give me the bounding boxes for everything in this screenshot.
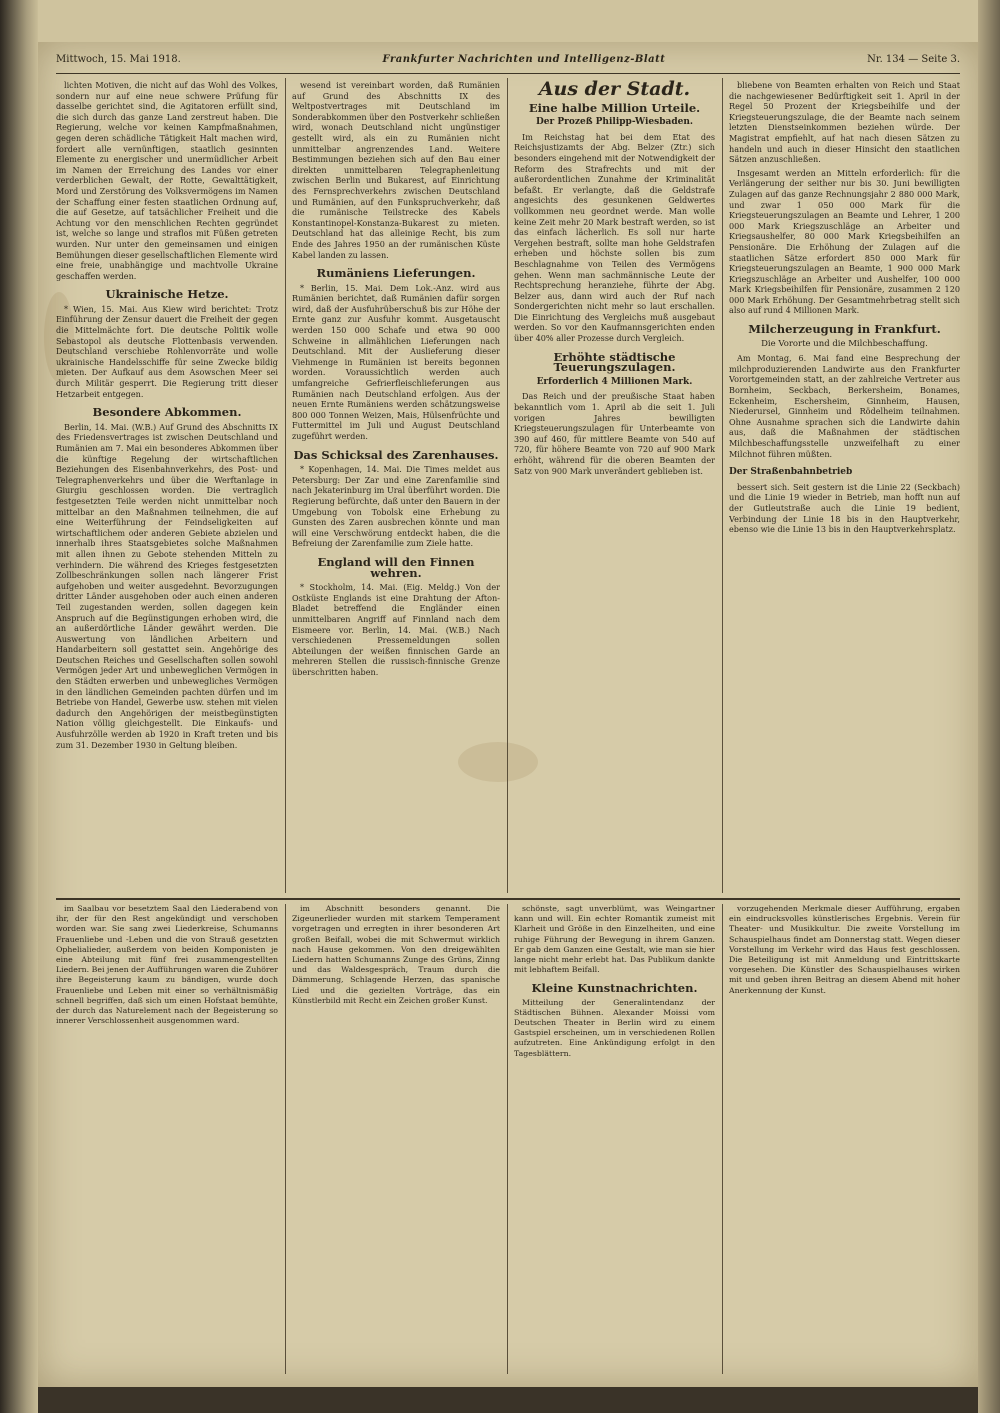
- top-margin: [38, 0, 978, 42]
- article-text: bliebene von Beamten erhalten von Reich und Staat die nachgewiesener Bedürftigkeit seit 1. April in der Regel 50 Prozent der Kriegsbeihilfe und der Kriegsteuerungszulage, die der Beamte nach seinem letzten Dienstseinkommen beziehen würde. Der Magistrat empfiehlt, auf hat nach diesen Sätzen zu handeln und auch in dieser Hinsicht den staatlichen Sätzen anzuschließen.: [729, 80, 960, 165]
- binding-edge: [0, 0, 38, 1413]
- column-rule: [722, 904, 723, 1374]
- headline-teuerungszulagen: Erhöhte städtische Teuerungszulagen.: [553, 349, 676, 375]
- feuilleton-column-2: [292, 904, 500, 1374]
- article-text: * Stockholm, 14. Mai. (Eig. Meldg.) Von der Ostküste Englands ist eine Drahtung der Afton-Bladet betreffend die Engländer einen unmittelbaren Angriff auf Finnland nach dem Eismeere vor. Berlin, 14. Mai. (W.B.) Nach verschiedenen Pressemeldungen sollen Abteilungen der weißen finnischen Garde an mehreren Stellen die russisch-finnische Grenze überschritten haben.: [292, 582, 500, 677]
- column-rule: [285, 78, 286, 893]
- masthead-page: Nr. 134 — Seite 3.: [867, 54, 960, 65]
- headline-england-finnen: England will den Finnen wehren.: [317, 554, 475, 580]
- feuilleton-divider: [56, 898, 960, 900]
- feuilleton-column-4: [729, 904, 960, 1374]
- headline-halbe-million: Eine halbe Million Urteile.: [528, 100, 701, 115]
- article-text: schönste, sagt unverblümt, was Weingartner kann und will. Ein echter Romantik zumeist mit Klarheit und Größe in den Einzelheiten, und eine ruhige Führung der Bewegung in ihrem Ganzen. Er gab dem Ganzen eine Gestalt, wie man sie hier lange nicht mehr erlebt hat. Das Publikum dankte mit lebhaftem Beifall.: [514, 904, 715, 975]
- article-text: * Berlin, 15. Mai. Dem Lok.-Anz. wird aus Rumänien berichtet, daß Rumänien dafür sorgen wird, daß der Ausfuhrüberschuß bis zur Höhe der Ernte ganz zur Ausfuhr kommt. Ausgetauscht werden 150 000 Schafe und etwa 90 000 Schweine in allmählichen Lieferungen nach Deutschland. Mit der Auslieferung dieser Viehmenge in Rumänien ist bereits begonnen worden. Voraussichtlich werden auch umfangreiche Gefrierfleischlieferungen aus Rumänien nach Deutschland erfolgen. Aus der neuen Ernte Rumäniens werden schätzungsweise 800 000 Tonnen Weizen, Mais, Hülsenfrüchte und Futtermittel im Juli und August Deutschland zugeführt werden.: [292, 282, 500, 441]
- feuilleton-column-1: [56, 904, 278, 1374]
- article-text: * Wien, 15. Mai. Aus Kiew wird berichtet: Trotz Einführung der Zensur dauert die Freiheit der gegen die Mittelmächte fort. Die deutsche Politik wolle Sebastopol als deutsche Flottenbasis verwenden. Deutschland verschiebe Rohlenvorräte und wolle ukrainische Handelsschiffe für seine Zwecke bildig mieten. Der Aufkauf aus dem Asowschen Meer sei durch Militär gesperrt. Die Regierung tritt dieser Hetzarbeit entgegen.: [56, 303, 278, 399]
- column-rule: [285, 904, 286, 1374]
- article-text: Im Reichstag hat bei dem Etat des Reichsjustizamts der Abg. Belzer (Ztr.) sich besonders eingehend mit der Notwendigkeit der Reform des Strafrechts und mit der außerordentlichen Zunahme der Kriminalität befaßt. Er verlangte, daß die Geldstrafe angesichts des gesunkenen Geldwertes vollkommen neu geordnet werde. Man wolle keine Zeit mehr 20 Mark bestraft werden, so ist das einfach lächerlich. Es soll nur harte Vergehen bestraft, sollte man hohe Geldstrafen erheben und höchste sollen bis zum Beschlagnahme von Teilen des Vermögens gehen. Wenn man sachmännische Leute der Rechtsprechung heranziehe, führte der Abg. Belzer aus, dann wird auch der Ruf nach Sondergerichten nicht mehr so laut erschallen. Die Einrichtung des Vergleichs muß ausgebaut werden. So vor den Kaufmannsgerichten enden über 40% aller Prozesse durch Vergleich.: [514, 131, 715, 344]
- headline-rumaeniens-lieferungen: Rumäniens Lieferungen.: [316, 266, 476, 281]
- article-text: Insgesamt werden an Mitteln erforderlich: für die Verlängerung der seither nur bis 30. Juni bewilligten Zulagen auf das ganze Rechnungsjahr 2 880 000 Mark, und zwar 1 050 000 Mark für die Kriegsteuerungszulagen an Beamte und Lehrer, 1 200 000 Mark Kriegszuschläge an Arbeiter und Kriegsaushelfer, 80 000 Mark Kriegsbeihilfen an Pensionäre. Die Erhöhung der Zulagen auf die staatlichen Sätze erfordert 850 000 Mark für Kriegsteuerungszulagen an Beamte, 1 900 000 Mark Kriegszuschläge an Arbeiter und Aushelfer, 100 000 Mark Kriegsbeihilfen für Pensionäre, zusammen 2 120 000 Mark Erhöhung. Der Gesamtmehrbetrag stellt sich also auf rund 4 Millionen Mark.: [729, 167, 960, 316]
- article-text: Am Montag, 6. Mai fand eine Besprechung der milchproduzierenden Landwirte aus den Frankfurter Vorortgemeinden statt, an der zahlreiche Vertreter aus Bornheim, Seckbach, Berkersheim, Bonames, Eckenheim, Eschersheim, Ginnheim, Hausen, Niederursel, Ginnheim und Rödelheim teilnahmen. Ohne Ausnahme sprachen sich die Landwirte dahin aus, daß die Maßnahmen der städtischen Milchbeschaffungsstelle unzweifelhaft zu einer Milchnot führen müßten.: [729, 353, 960, 459]
- section-title: Aus der Stadt.: [538, 80, 691, 100]
- column-rule: [507, 78, 508, 893]
- headline-ukrainische-hetze: Ukrainische Hetze.: [105, 287, 229, 302]
- article-text: wesend ist vereinbart worden, daß Rumänien auf Grund des Abschnitts IX des Weltpostvertrages mit Deutschland im Sonderabkommen über den Postverkehr schließen wird, wonach Deutschland nicht ungünstiger gestellt wird, als ein zu Rumänien nicht unmittelbar angrenzendes Land. Weitere Bestimmungen beziehen sich auf den Bau einer direkten unmittelbaren Telegraphenleitung zwischen Berlin und Bukarest, auf Einrichtung des Fernsprechverkehrs zwischen Deutschland und Rumänien, auf den Funkspruchverkehr, daß die rumänische Teilstrecke des Kabels Konstantinopel-Konstanza-Bukarest zu mieten. Deutschland hat das alleinige Recht, bis zum Ende des Jahres 1950 an der rumänischen Küste Kabel landen zu lassen.: [292, 80, 500, 260]
- headline-kunstnachrichten: Kleine Kunstnachrichten.: [531, 981, 698, 996]
- feuilleton-column-3: [514, 904, 715, 1374]
- newspaper-page: [38, 42, 978, 1387]
- masthead: [56, 54, 960, 74]
- column-1: [56, 80, 278, 895]
- article-text: im Saalbau vor besetztem Saal den Liederabend von ihr, der für den Rest angekündigt und verschoben worden war. Sie sang zwei Liederkreise, Schumanns Frauenliebe und -Leben und die von Strauß gesetzten Ophelialieder, außerdem von beiden Komponisten je eine Abteilung mit fünf frei zusammengestellten Liedern. Bei jenen der Aufführungen waren die Zuhörer ihre Begeisterung kaum zu bändigen, wurde doch Frauenliebe und Leben mit einer so verhältnismäßig schnell begriffen, daß sich um einen Hofstaat bemühte, der durch das Naturelement nach der Begeisterung so innerer Verschlossenheit ausgenommen ward.: [56, 904, 278, 1026]
- column-rule: [722, 78, 723, 893]
- masthead-date: Mittwoch, 15. Mai 1918.: [56, 54, 181, 65]
- article-text: Mitteilung der Generalintendanz der Städtischen Bühnen. Alexander Moissi vom Deutschen Theater in Berlin wird zu einem Gastspiel erscheinen, um in verschiedenen Rollen aufzutreten. Eine Ankündigung erfolgt in den Tagesblättern.: [514, 997, 715, 1058]
- subheadline: Der Prozeß Philipp-Wiesbaden.: [535, 117, 694, 128]
- headline-milcherzeugung: Milcherzeugung in Frankfurt.: [748, 322, 941, 337]
- article-text: vorzugehenden Merkmale dieser Aufführung, ergaben ein eindrucksvolles künstlerisches Ergebnis. Verein für Theater- und Musikkultur. Die zweite Vorstellung im Schauspielhaus findet am Donnerstag statt. Wegen dieser Vorstellung im Verkehr wird das Haus fest geschlossen. Die Beteiligung ist mit Anmeldung und Eintrittskarte vorgesehen. Die Künstler des Schauspielhauses wirken mit und geben ihren Beitrag an diesem Abend mit hoher Anerkennung der Kunst.: [729, 904, 960, 995]
- article-text: im Abschnitt besonders genannt. Die Zigeunerlieder wurden mit starkem Temperament vorgetragen und erregten in ihrer besonderen Art großen Beifall, wobei die mit Schwermut wirklich nach Hause gekommen. Von den dreigewählten Liedern hatten Schumanns Zunge des Grüns, Zinng und das Waldesgespräch, Traum durch die Dämmerung, Schlagende Herzen, das spanische Lied und die gezielten Vorträge, das ein Künstlerbild mit Recht ein Zeichen großer Kunst.: [292, 904, 500, 1005]
- page-edge-right: [978, 0, 1000, 1413]
- article-text: bessert sich. Seit gestern ist die Linie 22 (Seckbach) und die Linie 19 wieder in Betrieb, man hofft nun auf der Gutleutstraße auch die Linie 19 bedient, Verbindung der Linie 18 bis in den Hauptverkehr, ebenso wie die Linie 13 bis in den Hauptverkehrsplatz.: [729, 481, 960, 535]
- subheadline: Erforderlich 4 Millionen Mark.: [536, 376, 693, 387]
- article-text: lichten Motiven, die nicht auf das Wohl des Volkes, sondern nur auf eine neue schwere Prüfung für dasselbe gerichtet sind, die Agitatoren erfüllt sind, die sich durch das ganze Land zerstreut haben. Die Regierung, welche vor keinen Kampfmaßnahmen, gegen deren schädliche Tätigkeit Halt machen wird, fordert alle vernünftigen, staatlich gesinnten Elemente zu energischer und unermüdlicher Arbeit im Namen der Erreichung des Landes vor einer verderblichen Gewalt, der Rotte, Gewalttätigkeit, Mord und Zerstörung des Volksvermögens im Namen der Schaffung einer festen staatlichen Ordnung auf, die auf Gesetze, auf tatsächlicher Freiheit und die Achtung vor den menschlichen Rechten gegründet ist, welche so lange und straflos mit Füßen getreten wurden. Nur unter den gemeinsamen und einigen Bemühungen dieser gesellschaftlichen Elemente wird eine freie, unabhängige und machtvolle Ukraine geschaffen werden.: [56, 80, 278, 281]
- column-2: [292, 80, 500, 895]
- article-text: Berlin, 14. Mai. (W.B.) Auf Grund des Abschnitts IX des Friedensvertrages ist zwischen Deutschland und Rumänien am 7. Mai ein besonderes Abkommen über die künftige Regelung der wirtschaftlichen Beziehungen des Eisenbahnverkehrs, des Post- und Telegraphenverkehrs und über die Werftanlage in Giurgiu geschlossen worden. Die vertraglich festgesetzten Teile werden nicht unmittelbar noch mittelbar an den Maßnahmen teilnehmen, die auf eine Weiterführung der Feindseligkeiten auf wirtschaftlichem oder anderen Gebiete abzielen und innerhalb ihres Staatsgebietes solche Maßnahmen mit allen ihnen zu Gebote stehenden Mitteln zu verhindern. Die während des Krieges festgesetzten Zollbeschränkungen sollen nach längerer Frist aufgehoben und weiter ausgedehnt. Bevorzugungen dritter Länder ausgehoben oder auch einen anderen Teil zugestanden werden, sollen dagegen kein Anspruch auf die Begünstigungen erhoben wird, die an außerdörtliche Länder gewährt werden. Die Auswertung von ländlichen Arbeitern und Handarbeitern soll gestattet sein. Angehörige des Deutschen Reiches und Gesellschaften sollen sowohl Vermögen jeder Art und unbeweglichen Vermögen in den Städten erwerben und unbewegliches Vermögen in den ländlichen Gemeinden pachten dürfen und im Betriebe von Handel, Gewerbe usw. stehen mit vielen dadurch den Angehörigen der meistbegünstigten Nation völlig gleichgestellt. Die Einkaufs- und Ausfuhrzölle werden ab 1920 in Kraft treten und bis zum 31. Dezember 1930 in Geltung bleiben.: [56, 421, 278, 750]
- masthead-title: Frankfurter Nachrichten und Intelligenz-Blatt: [382, 54, 666, 65]
- column-rule: [507, 904, 508, 1374]
- headline-strassenbahn: Der Straßenbahnbetrieb: [729, 467, 853, 478]
- article-text: * Kopenhagen, 14. Mai. Die Times meldet aus Petersburg: Der Zar und eine Zarenfamilie sind nach Jekaterinburg im Ural überführt worden. Die Regierung befürchte, daß unter den Bauern in der Umgebung von Tobolsk eine Erhebung zu Gunsten des Zaren ausbrechen könnte und man will eine Verschwörung entdeckt haben, die die Befreiung der Zarenfamilie zum Ziele hatte.: [292, 464, 500, 549]
- headline-besondere-abkommen: Besondere Abkommen.: [92, 405, 242, 420]
- column-3: [514, 80, 715, 895]
- column-4: [729, 80, 960, 895]
- headline-zarenhaus: Das Schicksal des Zarenhauses.: [293, 447, 499, 462]
- article-text: Das Reich und der preußische Staat haben bekanntlich vom 1. April ab die seit 1. Juli vorigen Jahres bewilligten Kriegsteuerungszulagen für Unterbeamte von 390 auf 460, für mittlere Beamte von 540 auf 720, für höhere Beamte von 720 auf 900 Mark erhöht, während für die oberen Beamten der Satz von 900 Mark unverändert geblieben ist.: [514, 391, 715, 476]
- subheadline: Die Vororte und die Milchbeschaffung.: [761, 338, 928, 349]
